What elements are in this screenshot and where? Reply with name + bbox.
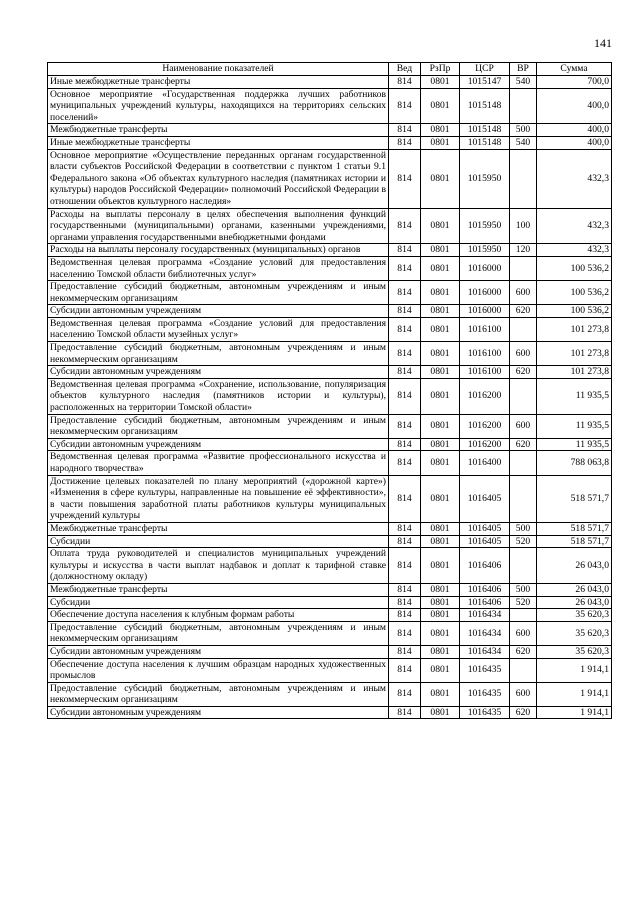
table-row	[48, 414, 612, 438]
row-ved: 814	[389, 621, 421, 645]
table-row	[48, 438, 612, 451]
row-vr: 120	[510, 244, 537, 257]
table-row	[48, 305, 612, 318]
row-csr: 1016435	[460, 682, 510, 706]
row-rzpr: 0801	[421, 658, 460, 682]
row-name: Субсидии	[48, 535, 389, 548]
table-row	[48, 281, 612, 305]
row-sum: 11 935,5	[537, 438, 612, 451]
row-ved: 814	[389, 342, 421, 366]
row-ved: 814	[389, 305, 421, 318]
row-rzpr: 0801	[421, 414, 460, 438]
row-rzpr: 0801	[421, 208, 460, 244]
row-csr: 1016405	[460, 475, 510, 522]
row-ved: 814	[389, 658, 421, 682]
row-name: Субсидии автономным учреждениям	[48, 305, 389, 318]
row-name: Предоставление субсидий бюджетным, автономным учреждениям и иным некоммерческим организациям	[48, 682, 389, 706]
row-sum: 35 620,3	[537, 609, 612, 622]
table-row	[48, 88, 612, 124]
table-row	[48, 475, 612, 522]
row-rzpr: 0801	[421, 522, 460, 535]
row-vr: 600	[510, 682, 537, 706]
row-name: Межбюджетные трансферты	[48, 583, 389, 596]
row-csr: 1016406	[460, 548, 510, 584]
row-name: Субсидии	[48, 596, 389, 609]
row-rzpr: 0801	[421, 535, 460, 548]
table-row	[48, 136, 612, 149]
row-ved: 814	[389, 76, 421, 89]
row-sum: 518 571,7	[537, 522, 612, 535]
row-ved: 814	[389, 256, 421, 280]
row-name: Обеспечение доступа населения к лучшим образцам народных художественных промыслов	[48, 658, 389, 682]
row-name: Ведомственная целевая программа «Развитие профессионального искусства и народного творчества»	[48, 451, 389, 475]
row-ved: 814	[389, 88, 421, 124]
row-vr	[510, 378, 537, 414]
row-rzpr: 0801	[421, 609, 460, 622]
row-vr: 520	[510, 596, 537, 609]
table-row	[48, 366, 612, 379]
row-csr: 1015148	[460, 88, 510, 124]
row-name: Иные межбюджетные трансферты	[48, 136, 389, 149]
row-sum: 432,3	[537, 149, 612, 208]
table-row	[48, 682, 612, 706]
row-ved: 814	[389, 281, 421, 305]
row-rzpr: 0801	[421, 149, 460, 208]
row-ved: 814	[389, 149, 421, 208]
row-ved: 814	[389, 451, 421, 475]
row-vr	[510, 548, 537, 584]
row-ved: 814	[389, 609, 421, 622]
table-row	[48, 76, 612, 89]
row-vr: 600	[510, 621, 537, 645]
row-rzpr: 0801	[421, 366, 460, 379]
row-vr	[510, 317, 537, 341]
header-csr: ЦСР	[460, 63, 510, 76]
row-sum: 100 536,2	[537, 281, 612, 305]
row-name: Субсидии автономным учреждениям	[48, 706, 389, 719]
table-row	[48, 124, 612, 137]
row-sum: 1 914,1	[537, 706, 612, 719]
row-ved: 814	[389, 414, 421, 438]
row-vr	[510, 451, 537, 475]
table-header-row	[48, 63, 612, 76]
row-vr: 620	[510, 438, 537, 451]
row-sum: 35 620,3	[537, 645, 612, 658]
row-csr: 1015148	[460, 136, 510, 149]
row-ved: 814	[389, 645, 421, 658]
row-csr: 1016200	[460, 438, 510, 451]
row-rzpr: 0801	[421, 88, 460, 124]
row-ved: 814	[389, 366, 421, 379]
row-ved: 814	[389, 706, 421, 719]
row-name: Ведомственная целевая программа «Сохранение, использование, популяризация объектов культурного наследия (памятников истории и культуры), расположенных на территории Томской области»	[48, 378, 389, 414]
row-rzpr: 0801	[421, 76, 460, 89]
table-row	[48, 535, 612, 548]
row-name: Предоставление субсидий бюджетным, автономным учреждениям и иным некоммерческим организациям	[48, 281, 389, 305]
table-row	[48, 451, 612, 475]
row-ved: 814	[389, 522, 421, 535]
row-ved: 814	[389, 548, 421, 584]
table-row	[48, 658, 612, 682]
row-csr: 1016000	[460, 305, 510, 318]
row-vr	[510, 475, 537, 522]
row-rzpr: 0801	[421, 281, 460, 305]
row-sum: 11 935,5	[537, 414, 612, 438]
row-sum: 432,3	[537, 244, 612, 257]
row-vr: 620	[510, 305, 537, 318]
row-vr: 600	[510, 414, 537, 438]
row-sum: 26 043,0	[537, 583, 612, 596]
row-csr: 1016400	[460, 451, 510, 475]
row-vr	[510, 658, 537, 682]
row-csr: 1016100	[460, 366, 510, 379]
row-vr	[510, 88, 537, 124]
row-name: Ведомственная целевая программа «Создание условий для предоставления населению Томской области музейных услуг»	[48, 317, 389, 341]
row-ved: 814	[389, 583, 421, 596]
row-ved: 814	[389, 475, 421, 522]
table-row	[48, 596, 612, 609]
row-rzpr: 0801	[421, 136, 460, 149]
row-name: Межбюджетные трансферты	[48, 522, 389, 535]
row-csr: 1016200	[460, 378, 510, 414]
row-vr	[510, 609, 537, 622]
row-sum: 518 571,7	[537, 535, 612, 548]
row-sum: 788 063,8	[537, 451, 612, 475]
row-vr: 540	[510, 136, 537, 149]
row-vr: 500	[510, 124, 537, 137]
table-row	[48, 244, 612, 257]
row-sum: 100 536,2	[537, 256, 612, 280]
table-row	[48, 208, 612, 244]
row-csr: 1015950	[460, 244, 510, 257]
table-body	[48, 76, 612, 719]
row-name: Оплата труда руководителей и специалистов муниципальных учреждений культуры и искусства в части выплат надбавок и доплат к тарифной ставке (должностному окладу)	[48, 548, 389, 584]
row-ved: 814	[389, 682, 421, 706]
row-sum: 432,3	[537, 208, 612, 244]
header-name: Наименование показателей	[48, 63, 389, 76]
row-csr: 1016434	[460, 645, 510, 658]
table-row	[48, 583, 612, 596]
table-row	[48, 706, 612, 719]
row-rzpr: 0801	[421, 342, 460, 366]
row-vr: 620	[510, 366, 537, 379]
row-ved: 814	[389, 378, 421, 414]
budget-table	[47, 62, 612, 719]
row-rzpr: 0801	[421, 305, 460, 318]
row-rzpr: 0801	[421, 378, 460, 414]
header-rzpr: РзПр	[421, 63, 460, 76]
row-ved: 814	[389, 596, 421, 609]
row-name: Обеспечение доступа населения к клубным формам работы	[48, 609, 389, 622]
page-number: 141	[594, 36, 612, 50]
row-rzpr: 0801	[421, 682, 460, 706]
row-rzpr: 0801	[421, 244, 460, 257]
row-sum: 100 536,2	[537, 305, 612, 318]
row-csr: 1016434	[460, 609, 510, 622]
row-sum: 400,0	[537, 124, 612, 137]
row-rzpr: 0801	[421, 124, 460, 137]
table-row	[48, 378, 612, 414]
row-sum: 400,0	[537, 88, 612, 124]
row-vr: 520	[510, 535, 537, 548]
row-name: Предоставление субсидий бюджетным, автономным учреждениям и иным некоммерческим организациям	[48, 342, 389, 366]
row-rzpr: 0801	[421, 475, 460, 522]
row-sum: 11 935,5	[537, 378, 612, 414]
row-vr	[510, 256, 537, 280]
row-ved: 814	[389, 136, 421, 149]
row-name: Расходы на выплаты персоналу в целях обеспечения выполнения функций государственными (муниципальными) органами, казенными учреждениями, органами управления государственными внебюджетными фондами	[48, 208, 389, 244]
row-rzpr: 0801	[421, 583, 460, 596]
row-sum: 101 273,8	[537, 317, 612, 341]
row-rzpr: 0801	[421, 256, 460, 280]
row-sum: 400,0	[537, 136, 612, 149]
row-csr: 1015950	[460, 149, 510, 208]
row-ved: 814	[389, 208, 421, 244]
row-csr: 1016435	[460, 706, 510, 719]
row-name: Ведомственная целевая программа «Создание условий для предоставления населению Томской области библиотечных услуг»	[48, 256, 389, 280]
row-csr: 1016100	[460, 342, 510, 366]
row-ved: 814	[389, 535, 421, 548]
row-sum: 26 043,0	[537, 548, 612, 584]
row-ved: 814	[389, 124, 421, 137]
row-rzpr: 0801	[421, 317, 460, 341]
row-sum: 101 273,8	[537, 342, 612, 366]
row-csr: 1016434	[460, 621, 510, 645]
row-name: Основное мероприятие «Осуществление переданных органам государственной власти субъектов Российской Федерации в соответствии с пунктом 1 статьи 9.1 Федерального закона «Об объектах культурного наследия (памятниках истории и культуры) народов Российской Федерации» полномочий Российской Федерации в отношении объектов культурного наследия»	[48, 149, 389, 208]
row-name: Основное мероприятие «Государственная поддержка лучших работников муниципальных учреждений культуры, находящихся на территориях сельских поселений»	[48, 88, 389, 124]
header-ved: Вед	[389, 63, 421, 76]
row-sum: 26 043,0	[537, 596, 612, 609]
row-csr: 1016405	[460, 535, 510, 548]
row-name: Субсидии автономным учреждениям	[48, 645, 389, 658]
row-csr: 1016000	[460, 281, 510, 305]
table-row	[48, 149, 612, 208]
row-sum: 1 914,1	[537, 658, 612, 682]
row-ved: 814	[389, 438, 421, 451]
row-vr: 540	[510, 76, 537, 89]
row-csr: 1016000	[460, 256, 510, 280]
header-sum: Сумма	[537, 63, 612, 76]
row-name: Расходы на выплаты персоналу государственных (муниципальных) органов	[48, 244, 389, 257]
row-ved: 814	[389, 317, 421, 341]
row-rzpr: 0801	[421, 438, 460, 451]
table-row	[48, 317, 612, 341]
row-vr: 600	[510, 281, 537, 305]
row-name: Субсидии автономным учреждениям	[48, 366, 389, 379]
row-vr: 500	[510, 583, 537, 596]
row-csr: 1016100	[460, 317, 510, 341]
row-sum: 518 571,7	[537, 475, 612, 522]
row-sum: 1 914,1	[537, 682, 612, 706]
row-rzpr: 0801	[421, 621, 460, 645]
row-rzpr: 0801	[421, 451, 460, 475]
table-row	[48, 522, 612, 535]
row-name: Субсидии автономным учреждениям	[48, 438, 389, 451]
table-row	[48, 256, 612, 280]
row-sum: 35 620,3	[537, 621, 612, 645]
row-csr: 1016406	[460, 583, 510, 596]
row-csr: 1015147	[460, 76, 510, 89]
row-csr: 1015950	[460, 208, 510, 244]
table-row	[48, 609, 612, 622]
row-name: Предоставление субсидий бюджетным, автономным учреждениям и иным некоммерческим организациям	[48, 414, 389, 438]
row-csr: 1016200	[460, 414, 510, 438]
row-sum: 101 273,8	[537, 366, 612, 379]
row-rzpr: 0801	[421, 548, 460, 584]
row-name: Иные межбюджетные трансферты	[48, 76, 389, 89]
row-vr	[510, 149, 537, 208]
row-vr: 100	[510, 208, 537, 244]
table-row	[48, 342, 612, 366]
row-name: Предоставление субсидий бюджетным, автономным учреждениям и иным некоммерческим организациям	[48, 621, 389, 645]
row-ved: 814	[389, 244, 421, 257]
table-row	[48, 621, 612, 645]
row-name: Достижение целевых показателей по плану мероприятий («дорожной карте») «Изменения в сфере культуры, направленные на повышение её эффективности», в части повышения заработной платы работников культуры муниципальных учреждений культуры	[48, 475, 389, 522]
row-rzpr: 0801	[421, 706, 460, 719]
table-row	[48, 548, 612, 584]
row-csr: 1016405	[460, 522, 510, 535]
row-name: Межбюджетные трансферты	[48, 124, 389, 137]
row-vr: 500	[510, 522, 537, 535]
row-csr: 1016406	[460, 596, 510, 609]
row-vr: 600	[510, 342, 537, 366]
row-rzpr: 0801	[421, 645, 460, 658]
row-vr: 620	[510, 706, 537, 719]
row-csr: 1015148	[460, 124, 510, 137]
row-rzpr: 0801	[421, 596, 460, 609]
row-csr: 1016435	[460, 658, 510, 682]
row-vr: 620	[510, 645, 537, 658]
header-vr: ВР	[510, 63, 537, 76]
row-sum: 700,0	[537, 76, 612, 89]
table-row	[48, 645, 612, 658]
